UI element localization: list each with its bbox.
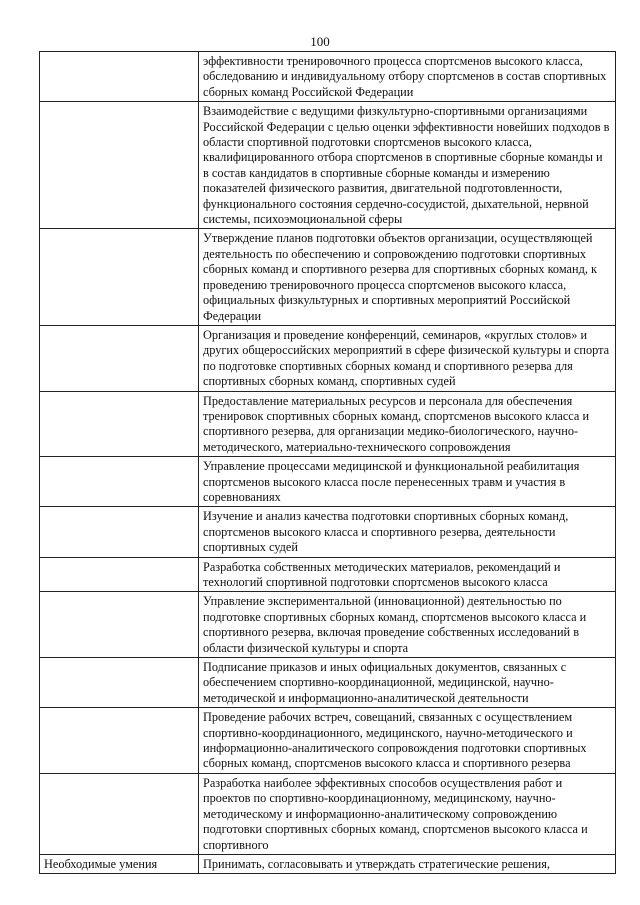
row-label-cell bbox=[40, 102, 199, 229]
row-text-cell: эффективности тренировочного процесса спортсменов высокого класса, обследованию и индивидуальному отбору спортсменов в состав спортивных сборных команд Российской Федерации bbox=[199, 52, 616, 102]
row-label-cell bbox=[40, 708, 199, 774]
table-row bbox=[40, 507, 616, 557]
row-label-cell: Необходимые умения bbox=[40, 854, 199, 873]
table-row bbox=[40, 391, 616, 457]
row-text-cell: Предоставление материальных ресурсов и персонала для обеспечения тренировок спортивных сборных команд, спортсменов высокого класса и спортивного резерва, для организации медико-биологического, научно-методического, материально-технического сопровождения bbox=[199, 391, 616, 457]
row-label-cell bbox=[40, 592, 199, 658]
row-text-cell: Организация и проведение конференций, семинаров, «круглых столов» и других общероссийских мероприятий в сфере физической культуры и спорта по подготовке спортивных сборных команд и спортивного резерва для спортивных сборных команд, спортивных судей bbox=[199, 325, 616, 391]
row-text-cell: Управление процессами медицинской и функциональной реабилитация спортсменов высокого класса после перенесенных травм и участия в соревнованиях bbox=[199, 457, 616, 507]
row-text-cell: Взаимодействие с ведущими физкультурно-спортивными организациями Российской Федерации с целью оценки эффективности новейших подходов в области спортивной подготовки спортсменов высокого класса, квалифицированного отбора спортсменов в спортивные сборные команды и в состав кандидатов в спортивные сборные команды и измерению показателей физического развития, двигательной подготовленности, функционального состояния сердечно-сосудистой, дыхательной, нервной системы, психоэмоциональной сферы bbox=[199, 102, 616, 229]
row-text-cell: Изучение и анализ качества подготовки спортивных сборных команд, спортсменов высокого класса и спортивного резерва, деятельности спортивных судей bbox=[199, 507, 616, 557]
table-row bbox=[40, 592, 616, 658]
table-row bbox=[40, 773, 616, 854]
row-label-cell bbox=[40, 325, 199, 391]
row-text-cell: Управление экспериментальной (инновационной) деятельностью по подготовке спортивных сборных команд, спортсменов высокого класса и спортивного резерва, включая проведение собственных исследований в области физической культуры и спорта bbox=[199, 592, 616, 658]
table-row bbox=[40, 102, 616, 229]
row-text-cell: Разработка наиболее эффективных способов осуществления работ и проектов по спортивно-координационному, медицинскому, научно-методическому и информационно-аналитическому сопровождению подготовки спортивных сборных команд, спортсменов высокого класса и спортивного bbox=[199, 773, 616, 854]
table-row bbox=[40, 52, 616, 102]
row-text-cell: Принимать, согласовывать и утверждать стратегические решения, bbox=[199, 854, 616, 873]
requirements-table bbox=[39, 51, 616, 874]
table-row bbox=[40, 229, 616, 325]
row-label-cell bbox=[40, 52, 199, 102]
table-row bbox=[40, 658, 616, 708]
row-label-cell bbox=[40, 773, 199, 854]
table-row bbox=[40, 854, 616, 873]
table-row bbox=[40, 457, 616, 507]
row-text-cell: Проведение рабочих встреч, совещаний, связанных с осуществлением спортивно-координационного, медицинского, научно-методического и информационно-аналитического сопровождения подготовки спортивных сборных команд, спортсменов высокого класса и спортивного резерва bbox=[199, 708, 616, 774]
table-row bbox=[40, 557, 616, 592]
row-text-cell: Подписание приказов и иных официальных документов, связанных с обеспечением спортивно-координационной, медицинской, научно-методической и информационно-аналитической деятельности bbox=[199, 658, 616, 708]
row-label-cell bbox=[40, 457, 199, 507]
row-label-cell bbox=[40, 391, 199, 457]
row-label-cell bbox=[40, 507, 199, 557]
table-body bbox=[40, 52, 616, 874]
table-row bbox=[40, 708, 616, 774]
row-label-cell bbox=[40, 658, 199, 708]
table-row bbox=[40, 325, 616, 391]
page-number: 100 bbox=[310, 34, 330, 49]
row-text-cell: Утверждение планов подготовки объектов организации, осуществляющей деятельность по обеспечению и сопровождению подготовки спортивных сборных команд и спортивного резерва для спортивных сборных команд, к проведению тренировочного процесса спортсменов высокого класса, официальных физкультурных и спортивных мероприятий Российской Федерации bbox=[199, 229, 616, 325]
row-label-cell bbox=[40, 557, 199, 592]
row-text-cell: Разработка собственных методических материалов, рекомендаций и технологий спортивной подготовки спортсменов высокого класса bbox=[199, 557, 616, 592]
row-label-cell bbox=[40, 229, 199, 325]
